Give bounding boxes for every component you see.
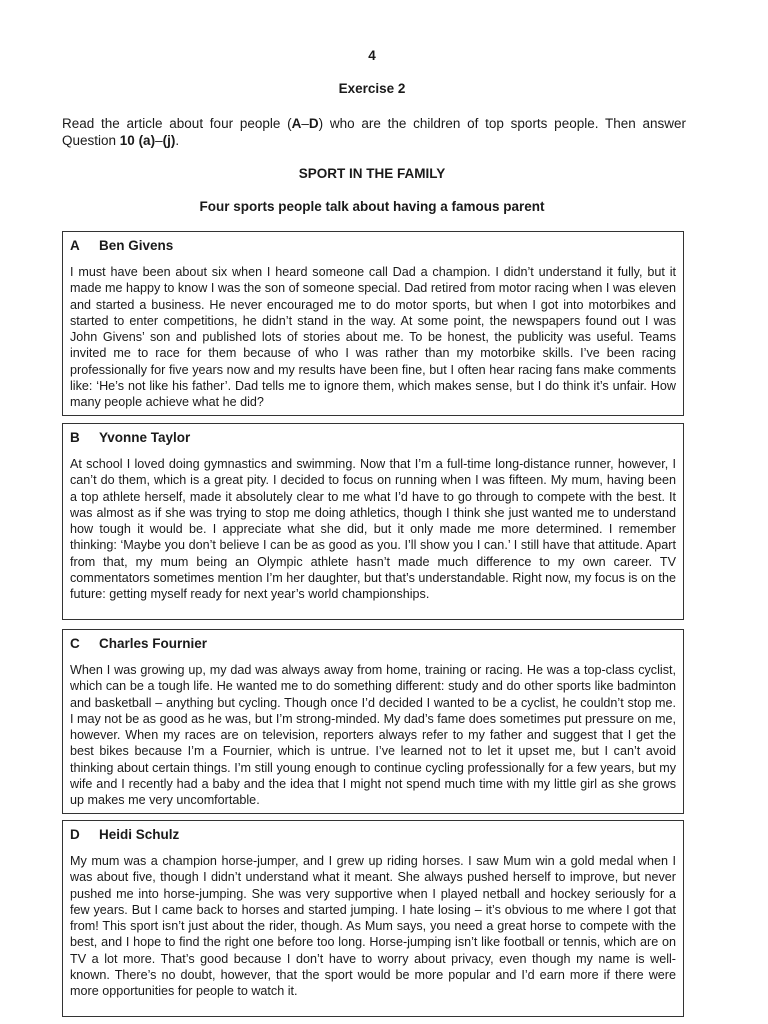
section-header bbox=[70, 429, 676, 446]
section-header bbox=[70, 237, 676, 254]
section-header bbox=[70, 635, 676, 652]
instructions-text: ) who are the children of top sports people. Then answer Question bbox=[62, 116, 687, 148]
section-text: My mum was a champion horse-jumper, and I grew up riding horses. I saw Mum win a gold medal when I was about five, though I didn’t understand what it meant. She always pushed herself to improve, but never pushed me into horse-jumping. She was very supportive when I played netball and hockey seriously for a few years. But I came back to horses and started jumping. I hate losing – it’s obvious to me where I got that from! This sport isn’t just about the rider, though. As Mum says, you need a great horse to compete with the best, and I hope to find the right one before too long. Horse-jumping isn’t like football or tennis, which are on TV a lot more. That’s good because I don’t have to worry about privacy, even though my name is well-known. There’s no doubt, however, that the sport would be more popular and I’d earn more if there were more opportunities for people to watch it. bbox=[70, 854, 676, 999]
instructions-text: Read the article about four people ( bbox=[62, 116, 292, 131]
section-text: When I was growing up, my dad was always away from home, training or racing. He was a top-class cyclist, which can be a tough life. He wanted me to do something different: study and do other sports like badminton and basketball – anything but cycling. Though once I’d decided I wanted to be a cyclist, he couldn’t stop me. I may not be as good as he was, but I’m strong-minded. My dad’s fame does sometimes put pressure on me, however. When my races are on television, reporters always refer to my father and suggest that I get the best bikes because I’m a Fournier, which is untrue. I’ve learned not to let it upset me, but I can’t avoid thinking about certain things. I’m still young enough to continue cycling professionally for a few years, but my wife and I recently had a baby and the idea that I might not spend much time with my little girl as she grows up makes me very uncomfortable. bbox=[70, 663, 676, 808]
section-text: I must have been about six when I heard someone call Dad a champion. I didn’t understand it fully, but it made me happy to know I was the son of someone special. Dad retired from motor racing when I was eleven and started a business. He never encouraged me to do motor sports, but when I got into motorbikes and started to enter competitions, he didn’t stand in the way. At some point, the newspapers found out I was John Givens’ son and published lots of stories about me. To be honest, the publicity was useful. Teams invited me to race for them because of who I was rather than my motorbike skills. I’ve been racing professionally for five years now and my results have been fine, but I often hear racing fans make comments like: ‘He’s not like his father’. Dad tells me to ignore them, which makes sense, but I do think it’s unfair. How many people achieve what he did? bbox=[70, 265, 676, 410]
exercise-title: Exercise 2 bbox=[338, 81, 406, 96]
page-number: 4 bbox=[368, 48, 376, 63]
instructions-letter-start: A bbox=[291, 116, 302, 131]
article-subtitle: Four sports people talk about having a famous parent bbox=[199, 199, 545, 214]
section-box-d bbox=[62, 820, 684, 1017]
instructions-text: . bbox=[175, 133, 180, 148]
instructions bbox=[62, 115, 686, 149]
instructions-question-start: 10 (a) bbox=[119, 133, 156, 148]
section-person-name: Charles Fournier bbox=[99, 636, 208, 651]
section-letter: A bbox=[70, 238, 80, 253]
section-box-b bbox=[62, 423, 684, 620]
section-box-c bbox=[62, 629, 684, 814]
instructions-dash: – bbox=[155, 133, 163, 148]
section-letter: C bbox=[70, 636, 80, 651]
instructions-dash: – bbox=[301, 116, 309, 131]
section-letter: B bbox=[70, 430, 80, 445]
article-title: SPORT IN THE FAMILY bbox=[298, 166, 446, 181]
instructions-question-end: (j) bbox=[162, 133, 176, 148]
instructions-letter-end: D bbox=[308, 116, 319, 131]
section-letter: D bbox=[70, 827, 80, 842]
section-person-name: Ben Givens bbox=[99, 238, 174, 253]
section-text: At school I loved doing gymnastics and swimming. Now that I’m a full-time long-distance runner, however, I can’t do them, which is a great pity. I decided to focus on running when I was fifteen. My mum, having been a top athlete herself, made it absolutely clear to me what I’d have to go through to compete with the best. It was almost as if she was trying to stop me doing athletics, though I think she just wanted me to understand how tough it would be. I appreciate what she did, but it only made me more determined. I remember thinking: ‘Maybe you don’t believe I can be as good as you. I’ll show you I can.’ I still have that attitude. Apart from that, my mum being an Olympic athlete hasn’t made much difference to my own career. TV commentators sometimes mention I’m her daughter, but that’s understandable. Right now, my focus is on the future: getting myself ready for next year’s world championships. bbox=[70, 457, 676, 602]
section-box-a bbox=[62, 231, 684, 416]
section-person-name: Heidi Schulz bbox=[99, 827, 180, 842]
section-person-name: Yvonne Taylor bbox=[99, 430, 191, 445]
section-header bbox=[70, 826, 676, 843]
